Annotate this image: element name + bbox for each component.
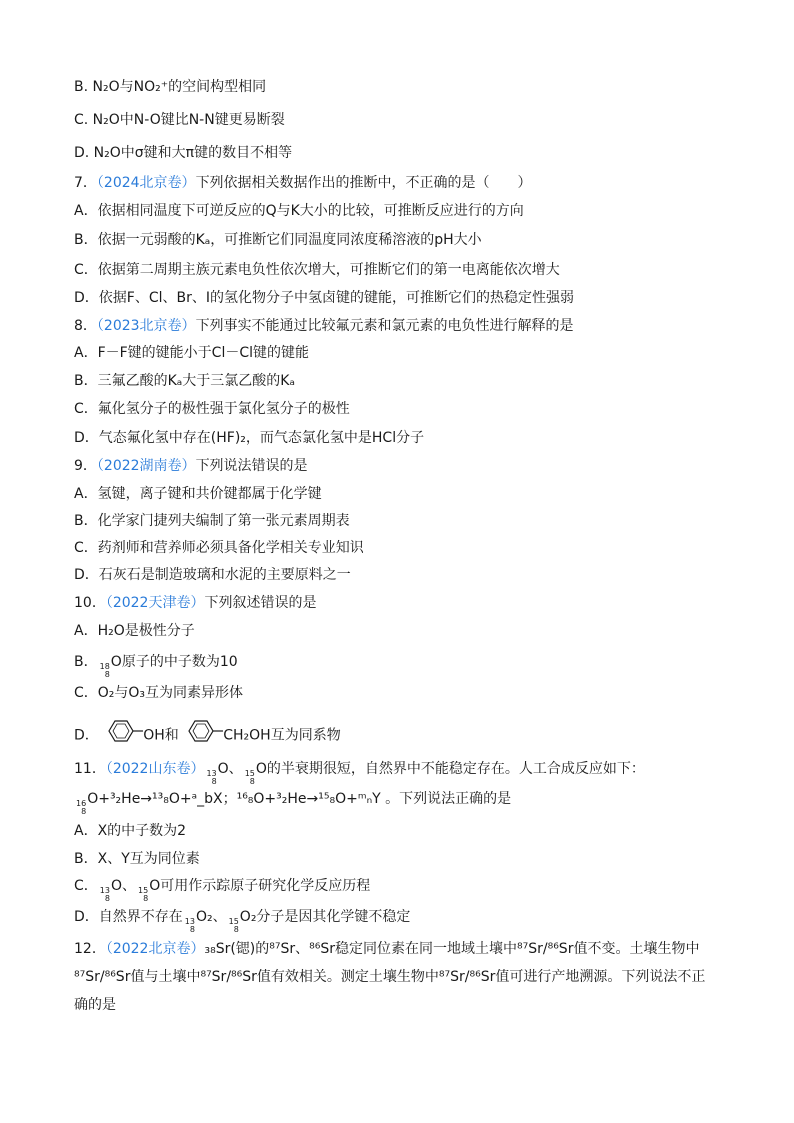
- q8-stem: [74, 316, 574, 336]
- q8-text: 下列事实不能通过比较氟元素和氯元素的电负性进行解释的是: [195, 318, 574, 334]
- q9-number: 9．: [74, 458, 97, 474]
- q12-stem-line3: 确的是: [74, 997, 116, 1013]
- q9-stem: [74, 456, 308, 476]
- q6-option-b: B. N₂O与NO₂⁺的空间构型相同: [74, 79, 267, 95]
- q10-option-c: C．O₂与O₃互为同素异形体: [74, 685, 244, 701]
- q11-text-a: O、: [217, 761, 243, 777]
- q7-option-d: D．依据F、Cl、Br、I的氢化物分子中氢卤键的键能，可推断它们的热稳定性强弱: [74, 290, 574, 306]
- q12-stem-line2: ⁸⁷Sr/⁸⁶Sr值与土壤中⁸⁷Sr/⁸⁶Sr值有效相关。测定土壤生物中⁸⁷Sr/⁸⁶Sr值可进行产地溯源。下列说法不正: [74, 969, 706, 985]
- q6-option-c: C. N₂O中N-O键比N-N键更易断裂: [74, 112, 285, 128]
- q10-option-b-text: O原子的中子数为10: [110, 654, 238, 670]
- q11-option-c: C． 13 8 O、 15 8 O可用作示踪原子研究化学反应历程: [74, 878, 371, 903]
- q11-stem: [74, 759, 645, 786]
- q11-option-d-text: O₂分子是因其化学键不稳定: [239, 909, 411, 925]
- q9-source: （2022湖南卷）: [96, 458, 196, 474]
- q11-option-a: A．X的中子数为2: [74, 823, 187, 839]
- q12-text: ₃₈Sr(锶)的⁸⁷Sr、⁸⁶Sr稳定同位素在同一地域土壤中⁸⁷Sr/⁸⁶Sr值不变。土壤生物中: [204, 941, 700, 957]
- q7-option-c: C．依据第二周期主族元素电负性依次增大，可推断它们的第一电离能依次增大: [74, 262, 560, 278]
- q10-option-b: [74, 652, 238, 679]
- q7-text: 下列依据相关数据作出的推断中，不正确的是（ ）: [195, 175, 532, 191]
- q9-option-a: A．氢键，离子键和共价键都属于化学键: [74, 486, 322, 502]
- q7-option-b: B．依据一元弱酸的Kₐ，可推断它们同温度同浓度稀溶液的pH大小: [74, 232, 482, 248]
- q9-option-b: B．化学家门捷列夫编制了第一张元素周期表: [74, 513, 350, 529]
- q10-option-d: [74, 718, 341, 753]
- q7-source: （2024北京卷）: [96, 175, 196, 191]
- o15-nuclide: 15 8: [244, 769, 255, 786]
- q7-number: 7．: [74, 175, 97, 191]
- q11-equation: [74, 789, 511, 816]
- q10-option-a: A．H₂O是极性分子: [74, 623, 195, 639]
- q8-source: （2023北京卷）: [96, 318, 196, 334]
- o15-nuclide-c: 15 8: [138, 886, 149, 903]
- q11-text-b: O的半衰期很短，自然界中不能稳定存在。人工合成反应如下：: [255, 761, 645, 777]
- o15-nuclide-d: 15 8: [228, 917, 239, 934]
- q10-number: 10．: [74, 595, 106, 611]
- q11-option-b: B．X、Y互为同位素: [74, 851, 200, 867]
- q8-option-b: B．三氟乙酸的Kₐ大于三氯乙酸的Kₐ: [74, 373, 295, 389]
- q8-option-c: C．氟化氢分子的极性强于氯化氢分子的极性: [74, 401, 350, 417]
- q9-text: 下列说法错误的是: [195, 458, 308, 474]
- q10-option-d-label: D．: [74, 727, 99, 744]
- q10-text: 下列叙述错误的是: [204, 595, 317, 611]
- q8-number: 8．: [74, 318, 97, 334]
- q7-option-a: A．依据相同温度下可逆反应的Q与K大小的比较，可推断反应进行的方向: [74, 203, 524, 219]
- o13-nuclide: 13 8: [206, 769, 217, 786]
- q12-number: 12．: [74, 941, 106, 957]
- q11-option-d: D．自然界不存在 13 8 O₂、 15 8 O₂分子是因其化学键不稳定: [74, 909, 411, 934]
- benzyl-alcohol-label: CH₂OH互为同系物: [223, 727, 341, 744]
- q11-option-d-label: D．自然界不存在: [74, 909, 183, 925]
- q11-number: 11．: [74, 761, 106, 777]
- q12-stem: [74, 939, 699, 959]
- q6-option-d: D. N₂O中σ键和大π键的数目不相等: [74, 145, 293, 161]
- q8-option-d: D．气态氟化氢中存在(HF)₂，而气态氯化氢中是HCl分子: [74, 430, 425, 446]
- o18-nuclide: 18 8: [99, 662, 110, 679]
- phenol-structure: [103, 718, 143, 753]
- o16-nuclide: 16 8: [76, 799, 87, 816]
- q12-source: （2022北京卷）: [105, 941, 205, 957]
- q8-option-a: A．F－F键的键能小于Cl－Cl键的键能: [74, 345, 310, 361]
- q7-stem: [74, 173, 532, 193]
- q10-stem: [74, 593, 316, 613]
- phenol-oh-label: OH和: [143, 727, 179, 744]
- benzyl-alcohol-structure: [183, 718, 223, 753]
- q11-option-c-text: O可用作示踪原子研究化学反应历程: [149, 878, 371, 894]
- q10-source: （2022天津卷）: [105, 595, 205, 611]
- q11-equation-text: O+³₂He→¹³₈O+ᵃ_bX；¹⁶₈O+³₂He→¹⁵₈O+ᵐₙY 。下列说法正确的是: [87, 791, 512, 807]
- q9-option-c: C．药剂师和营养师必须具备化学相关专业知识: [74, 540, 364, 556]
- o13-nuclide-c: 13 8: [99, 886, 110, 903]
- q11-source: （2022山东卷）: [105, 761, 205, 777]
- q10-option-b-label: B．: [74, 654, 98, 670]
- o13-nuclide-d: 13 8: [184, 917, 195, 934]
- q9-option-d: D．石灰石是制造玻璃和水泥的主要原料之一: [74, 567, 351, 583]
